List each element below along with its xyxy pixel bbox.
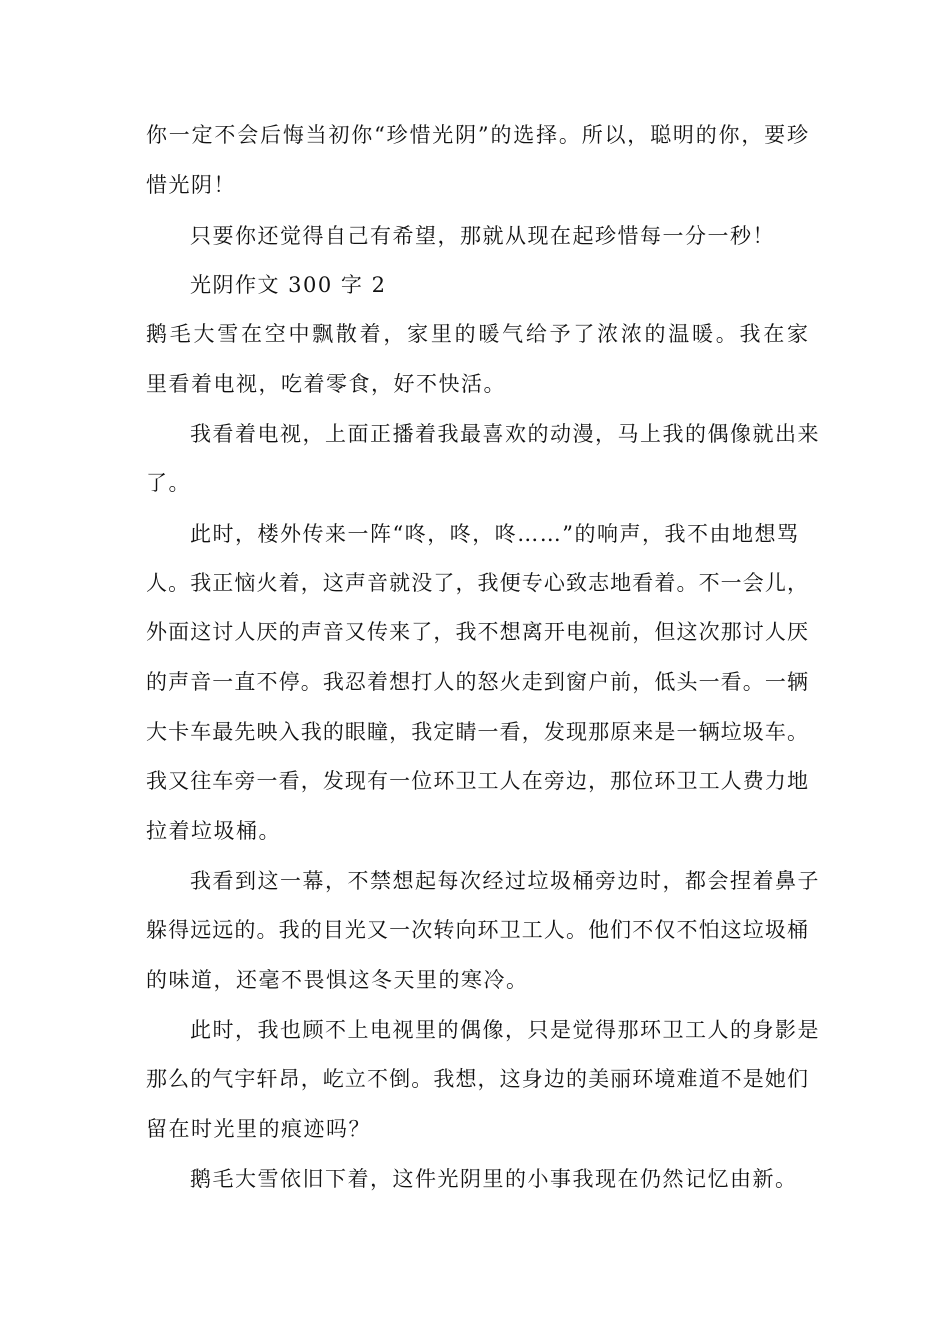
text-line: 拉着垃圾桶。 bbox=[146, 819, 281, 843]
text-line: 我看到这一幕，不禁想起每次经过垃圾桶旁边时，都会捏着鼻子 bbox=[190, 869, 820, 893]
text-line: 的声音一直不停。我忍着想打人的怒火走到窗户前，低头一看。一辆 bbox=[146, 670, 808, 694]
text-line: 了。 bbox=[146, 471, 191, 495]
text-line: 此时，我也顾不上电视里的偶像，只是觉得那环卫工人的身影是 bbox=[190, 1018, 820, 1042]
text-line: 外面这讨人厌的声音又传来了，我不想离开电视前，但这次那讨人厌 bbox=[146, 620, 808, 644]
text-line: 鹅毛大雪在空中飘散着，家里的暖气给予了浓浓的温暖。我在家 bbox=[146, 322, 808, 346]
text-line: 你一定不会后悔当初你“珍惜光阴”的选择。所以，聪明的你，要珍 bbox=[146, 123, 808, 147]
text-line: 我又往车旁一看，发现有一位环卫工人在旁边，那位环卫工人费力地 bbox=[146, 769, 808, 793]
text-line: 留在时光里的痕迹吗？ bbox=[146, 1117, 371, 1141]
section-heading: 光阴作文 300 字 2 bbox=[190, 273, 387, 297]
text-line: 只要你还觉得自己有希望，那就从现在起珍惜每一分一秒！ bbox=[190, 224, 775, 248]
text-line: 鹅毛大雪依旧下着，这件光阴里的小事我现在仍然记忆由新。 bbox=[190, 1167, 798, 1191]
text-line: 那么的气宇轩昂，屹立不倒。我想，这身边的美丽环境难道不是她们 bbox=[146, 1067, 808, 1091]
text-line: 我看着电视，上面正播着我最喜欢的动漫，马上我的偶像就出来 bbox=[190, 422, 820, 446]
text-line: 的味道，还毫不畏惧这冬天里的寒冷。 bbox=[146, 968, 529, 992]
text-line: 此时，楼外传来一阵“咚，咚，咚……”的响声，我不由地想骂 bbox=[190, 522, 800, 546]
text-line: 大卡车最先映入我的眼瞳，我定睛一看，发现那原来是一辆垃圾车。 bbox=[146, 720, 808, 744]
text-line: 人。我正恼火着，这声音就没了，我便专心致志地看着。不一会儿， bbox=[146, 571, 808, 595]
text-line: 惜光阴！ bbox=[146, 173, 236, 197]
text-line: 躲得远远的。我的目光又一次转向环卫工人。他们不仅不怕这垃圾桶 bbox=[146, 918, 808, 942]
text-line: 里看着电视，吃着零食，好不快活。 bbox=[146, 372, 506, 396]
